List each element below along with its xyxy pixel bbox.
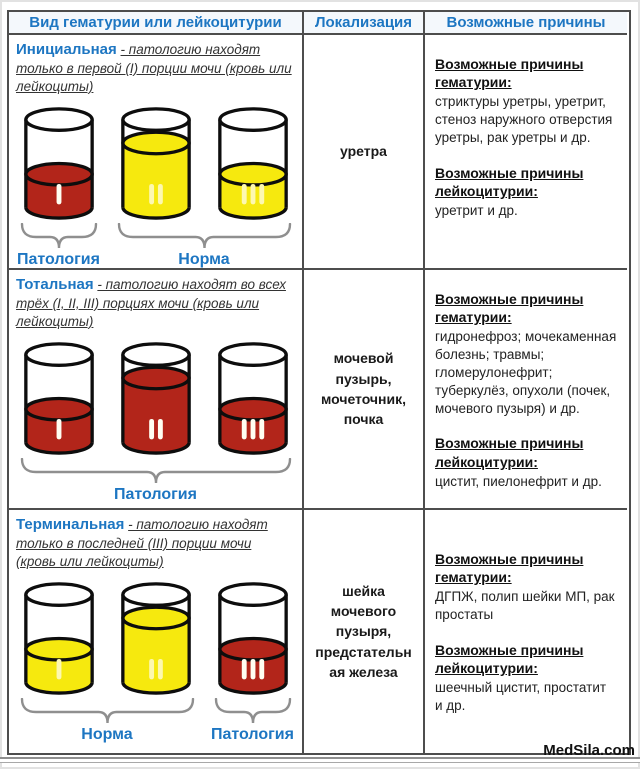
- cause-block-leukocyturia: [435, 434, 617, 490]
- beaker-portion-1: [20, 579, 98, 696]
- row-total-type-name: Тотальная: [16, 276, 94, 293]
- cause-heading: Возможные причины гематурии:: [435, 291, 584, 326]
- cause-heading: Возможные причины гематурии:: [435, 551, 584, 586]
- cause-body: уретрит и др.: [435, 203, 518, 219]
- cause-block-hematuria: [435, 550, 617, 624]
- row-total-localization-cell: [304, 270, 425, 510]
- row-initial-beaker-diagram: [17, 104, 292, 270]
- column-header-localization: Локализация: [304, 12, 425, 35]
- cause-heading: Возможные причины лейкоцитурии:: [435, 642, 584, 677]
- cause-block-leukocyturia: [435, 641, 617, 715]
- column-header-type: Вид гематурии или лейкоцитурии: [9, 12, 304, 35]
- row-terminal-type-cell: [9, 510, 304, 753]
- brace-pathology: [211, 698, 294, 744]
- cause-heading: Возможные причины лейкоцитурии:: [435, 164, 584, 199]
- row-total-localization: мочевой пузырь, мочеточник, почка: [320, 350, 407, 428]
- row-terminal-type-name: Терминальная: [16, 516, 125, 533]
- brace-label-pathology: Патология: [17, 250, 100, 268]
- row-initial-type-name: Инициальная: [16, 41, 117, 58]
- beaker-portion-3: [214, 104, 292, 221]
- row-initial-localization: уретра: [340, 143, 387, 160]
- beaker-portion-3: [214, 579, 292, 696]
- brace-norm: [20, 698, 195, 744]
- row-total-description: [16, 275, 295, 331]
- row-initial-localization-cell: [304, 35, 425, 270]
- cause-heading: Возможные причины лейкоцитурии:: [435, 435, 584, 470]
- cause-body: гидронефроз; мочекаменная болезнь; травмы; гломерулонефрит; туберкулёз, опухоли (почек, мочевого пузыря) и др.: [435, 329, 617, 416]
- beaker-portion-1: [20, 339, 98, 456]
- row-total-causes-cell: [425, 270, 627, 510]
- brace-label-norm: Норма: [178, 250, 230, 268]
- brace-pathology: [20, 458, 292, 504]
- row-initial-type-desc: - патологию находят только в первой (I) порции мочи (кровь или лейкоциты): [16, 42, 292, 94]
- column-header-causes: Возможные причины: [425, 12, 627, 35]
- cause-block-hematuria: [435, 55, 617, 147]
- row-terminal-type-desc: - патологию находят только в последней (III) порции мочи (кровь или лейкоциты): [16, 517, 268, 569]
- row-total-type-cell: [9, 270, 304, 510]
- cause-heading: Возможные причины гематурии:: [435, 56, 584, 91]
- brace-label-pathology: Патология: [211, 725, 294, 743]
- row-terminal-beaker-diagram: [20, 579, 292, 748]
- row-initial-causes-cell: [425, 35, 627, 270]
- row-terminal-localization-cell: [304, 510, 425, 753]
- brace-label-norm: Норма: [81, 725, 133, 743]
- beaker-portion-1: [20, 104, 98, 221]
- row-initial-description: [16, 40, 295, 96]
- brace-norm: [117, 223, 292, 269]
- brace-pathology: [17, 223, 100, 269]
- row-initial-type-cell: [9, 35, 304, 270]
- row-terminal-causes-cell: [425, 510, 627, 753]
- row-terminal-localization: шейка мочевого пузыря, предстательная железа: [315, 582, 412, 680]
- cause-body: ДГПЖ, полип шейки МП, рак простаты: [435, 589, 615, 623]
- cause-body: цистит, пиелонефрит и др.: [435, 473, 602, 489]
- brace-label-pathology: Патология: [114, 485, 197, 503]
- beaker-portion-2: [117, 339, 195, 456]
- cause-block-hematuria: [435, 290, 617, 417]
- cause-block-leukocyturia: [435, 164, 617, 220]
- watermark: MedSila.com: [543, 742, 635, 759]
- row-total-beaker-diagram: [20, 339, 292, 508]
- beaker-portion-2: [117, 579, 195, 696]
- beaker-portion-3: [214, 339, 292, 456]
- cause-body: стриктуры уретры, уретрит, стеноз наружного отверстия уретры, рак уретры и др.: [435, 94, 613, 145]
- row-total-type-desc: - патологию находят во всех трёх (I, II, III) порциях мочи (кровь или лейкоциты): [16, 277, 286, 329]
- hematuria-types-table: [7, 10, 631, 755]
- row-terminal-description: [16, 515, 295, 571]
- cause-body: шеечный цистит, простатит и др.: [435, 680, 607, 714]
- beaker-portion-2: [117, 104, 195, 221]
